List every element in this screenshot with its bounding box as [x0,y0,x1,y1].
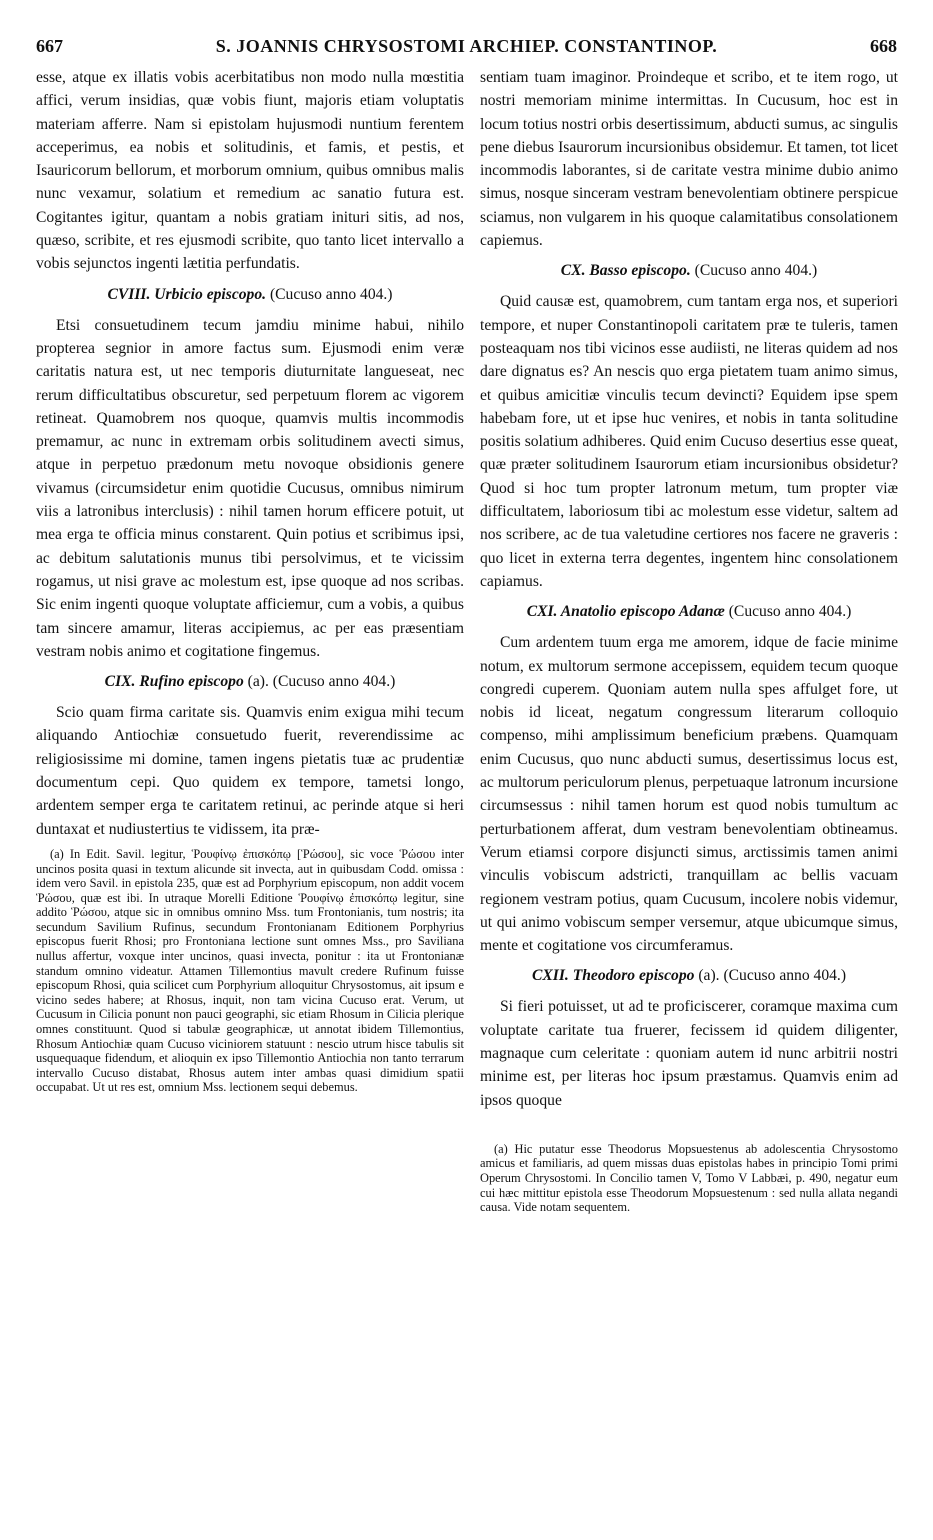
letter-heading-title: CXII. Theodoro episcopo [531,967,695,985]
footnote: (a) Hic putatur esse Theodorus Mopsuestenus ab adolescentia Chrysostomo amicus et familiaris, ad quem missas duas epistolas habes in principio Tomi primi Operum Chrysostomi. In Concilio tamen V, Tomo V Labbæi, p. 490, negatur eum cui hæc mittitur epistola esse Theodorum Mopsuestenum : sed nulla allata negandi causa. Vide notam sequentem. [480,1141,898,1215]
letter-heading [480,260,898,282]
letter-heading [480,601,898,623]
left-column [36,66,464,1095]
paragraph: Si fieri potuisset, ut ad te proficiscerer, coramque maxima cum voluptate caritate tua fruerer, fecissem id quidem diligenter, magnaque cum celeritate : quoniam autem id nunc arbitrii nostri minime est, per literas hoc ipsum præstamus. Quamvis enim ad ipsos quoque [480,998,898,1109]
running-title: S. JOANNIS CHRYSOSTOMI ARCHIEP. CONSTANTINOP. [215,36,718,56]
page-number-right: 668 [870,36,897,56]
letter-heading-date: (a). (Cucuso anno 404.) [247,673,396,691]
letter-heading-title: CX. Basso episcopo. [560,262,691,280]
letter-heading-title: CXI. Anatolio episcopo Adanæ [526,603,725,621]
right-column [480,66,898,1215]
letter-heading-date: (Cucuso anno 404.) [694,262,818,280]
paragraph: esse, atque ex illatis vobis acerbitatibus non modo nulla mœstitia affici, verum insidias, quæ vobis fiunt, majoris etiam voluptatis materiam afferre. Nam si epistolam hujusmodi nuntium ferentem acceperimus, ea nobis et solitudinis, et famis, et pestis, et Isauricorum bellorum, et morborum omnium, quibus omnibus malis nunc vexamur, solatium et remedium ac sanatio futura est. Cogitantes igitur, quantam a nobis gratiam inituri sitis, ad nos, quæso, scribite, et res ejusmodi scribite, quo tanto licet intervallo a vobis sejunctos ingenti lætitia perfundatis. [36,69,464,273]
letter-heading [480,965,898,987]
paragraph: Scio quam firma caritate sis. Quamvis enim exigua mihi tecum aliquando Antiochiæ consuetudo fuerit, reverendissime ac religiosissime mi domine, tamen ingens pietatis tuæ ac prudentiæ documentum cepi. Quo quidem ex tempore, tametsi longo, ardentem semper erga te caritatem retinui, ac perinde atque si heri duntaxat et nudiustertius te vidissem, ita præ- [36,704,464,838]
letter-heading-date: (Cucuso anno 404.) [728,603,852,621]
page-number-left: 667 [36,36,63,56]
letter-heading-date: (a). (Cucuso anno 404.) [698,967,847,985]
paragraph: sentiam tuam imaginor. Proindeque et scribo, et te item rogo, ut nostri memoriam minime intermittas. In Cucusum, hoc est in locum totius nostri orbis desertissimum, abducti sumus, ac singulis pene diebus Isaurorum incursionibus obsidemur. Et tamen, tot licet incommodis laborantes, si de caritate vestra minime dubio animo simus, nosque sinceram vestram benevolentiam obtinere perspicue sciamus, non vulgarem in his quoque calamitatibus consolationem capiemus. [480,69,898,250]
paragraph: Etsi consuetudinem tecum jamdiu minime habui, nihilo propterea segnior in amore factus sum. Ejusmodi enim veræ caritatis natura est, ut nec temporis diuturnitate langueseat, nec rerum difficultatibus obscuretur, sed perpetuum florem ac vigorem retineat. Quamobrem nos quoque, quamvis multis incommodis premamur, ac nunc in extremam orbis solitudinem avecti simus, atque in perpetuo prædonum metu novoque obsidionis genere vivamus (circumsidetur enim quotidie Cucusus, omnibus nimirum viis a latronibus interclusis) : nihil tamen horum efficere potuit, ut mea erga te officia minus constarent. Quin potius et scribimus ipsi, ac debitum salutationis munus tibi persolvimus, et te vicissim rogamus, ut nisi grave ac molestum est, ipse quoque ad nos scribas. Sic enim ingenti quoque voluptate afficiemur, cum a vobis, a quibus tam sincere amamur, literas accipiemus, ac per eas præsentiam vestram nobis animo et cogitatione fingemus. [36,316,464,660]
paragraph: Cum ardentem tuum erga me amorem, idque de facie minime notum, ex multorum sermone accepissem, equidem tecum quoque congredi cuperem. Quoniam autem nulla spes affulget fore, ut nobis id liceat, negatum congressum literarum colloquio compenso, mihi amplissimum beneficium præbens. Quamquam enim Cucusus, quo nunc abducti sumus, desertissimus locus est, ac multorum periculorum plenus, perpetuaque latronum incursione circumsessus : nihil tamen horum est quod nobis tumultum ac perturbationem afferat, dum vestram benevolentiam obtineamus. Verum etiamsi corpore disjuncti simus, arctissimis tamen animi vinculis vobiscum adstricti, tranquillam ac bellis vacuam regionem vestram potius, quam Cucusum, incolere nobis videmur, ut qui animo vobiscum semper versemur, atque ubicumque simus, mente et cogitatione vos circumferamus. [480,634,898,955]
running-header [36,36,897,60]
letter-heading [36,284,464,306]
letter-heading [36,671,464,693]
paragraph: Quid causæ est, quamobrem, cum tantam erga nos, et superiori tempore, et nuper Constantinopoli caritatem præ te tuleris, tamen posteaquam nos tibi vicinos esse audiisti, ne literas quidem ad nos dare dignatus es? An nescis quo erga pietatem tuam animo simus, et quibus amicitiæ vinculis tecum devincti? Equidem ipse spem habebam fore, ut et ipse huc venires, et nobis in tanta solitudine positis solatium adhiberes. Quid enim Cucuso desertius esse queat, quæ præter solitudinem Isaurorum etiam incursionibus obsidetur? Quod si hoc tum propter latronum metum, tum propter viæ difficultatem, laboriosum tibi ac molestum esse videtur, saltem ad nos scribere, ac de tua valetudine certiores nos facere ne graveris : quo licet in externa terra degentes, ingentem hinc consolationem capiamus. [480,293,898,590]
letter-heading-title: CIX. Rufino episcopo [104,673,244,691]
letter-heading-date: (Cucuso anno 404.) [269,285,393,303]
footnote: (a) In Edit. Savil. legitur, Ῥουφίνῳ ἐπισκόπῳ [Ῥώσου], sic voce Ῥώσου inter uncinos posita quasi in textum alicunde sit invecta, aut in quibusdam Codd. omissa : idem vero Savil. in epistola 235, quæ est ad Porphyrium episcopum, non addit vocem Ῥώσου, quæ est ibi. In utraque Morelli Editione Ῥουφίνῳ ἐπισκόπῳ legitur, sine addito Ῥώσου, atque sic in omnibus omnino Mss. tum Frontonianis, tum nostris; ita secundum Savilium Rufinus, secundum Frontonianam Editionem Porphyrius episcopus fuerit Rhosi; pro Frontoniana lectione sunt omnes Mss., pro Saviliana nullus affertur, voxque inter uncinos, quasi invecta, ponitur : ita ut Frontonianæ standum omnino videatur. Attamen Tillemontius mavult credere Rufinum fuisse episcopum Rhosi, quia scilicet cum Porphyrium alloquitur Chrysostomus, ait ipsum e vicino sedes habere; at Rhosus, inquit, non tam vicina Cucuso erat. Verum, ut Cucusum in Cilicia ponunt non pauci geographi, sic etiam Rhosum in Cilicia plerique omnes constituunt. Quod si tabulæ geographicæ, ut annotat ibidem Tillemontius, Rhosum Antiochiæ quam Cucuso viciniorem statuunt : nescio utrum hisce tabulis sit usquequaque fidendum, et alioquin ex ipso Tillemontio Antiochia non tanto terrarum intervallo Cucuso distabat, Rhosus autem inter ambas quasi dimidium spatii occupabat. Ut ut res est, omnium Mss. lectionem sequi debemus. [36,846,464,1095]
letter-heading-title: CVIII. Urbicio episcopo. [107,285,267,303]
